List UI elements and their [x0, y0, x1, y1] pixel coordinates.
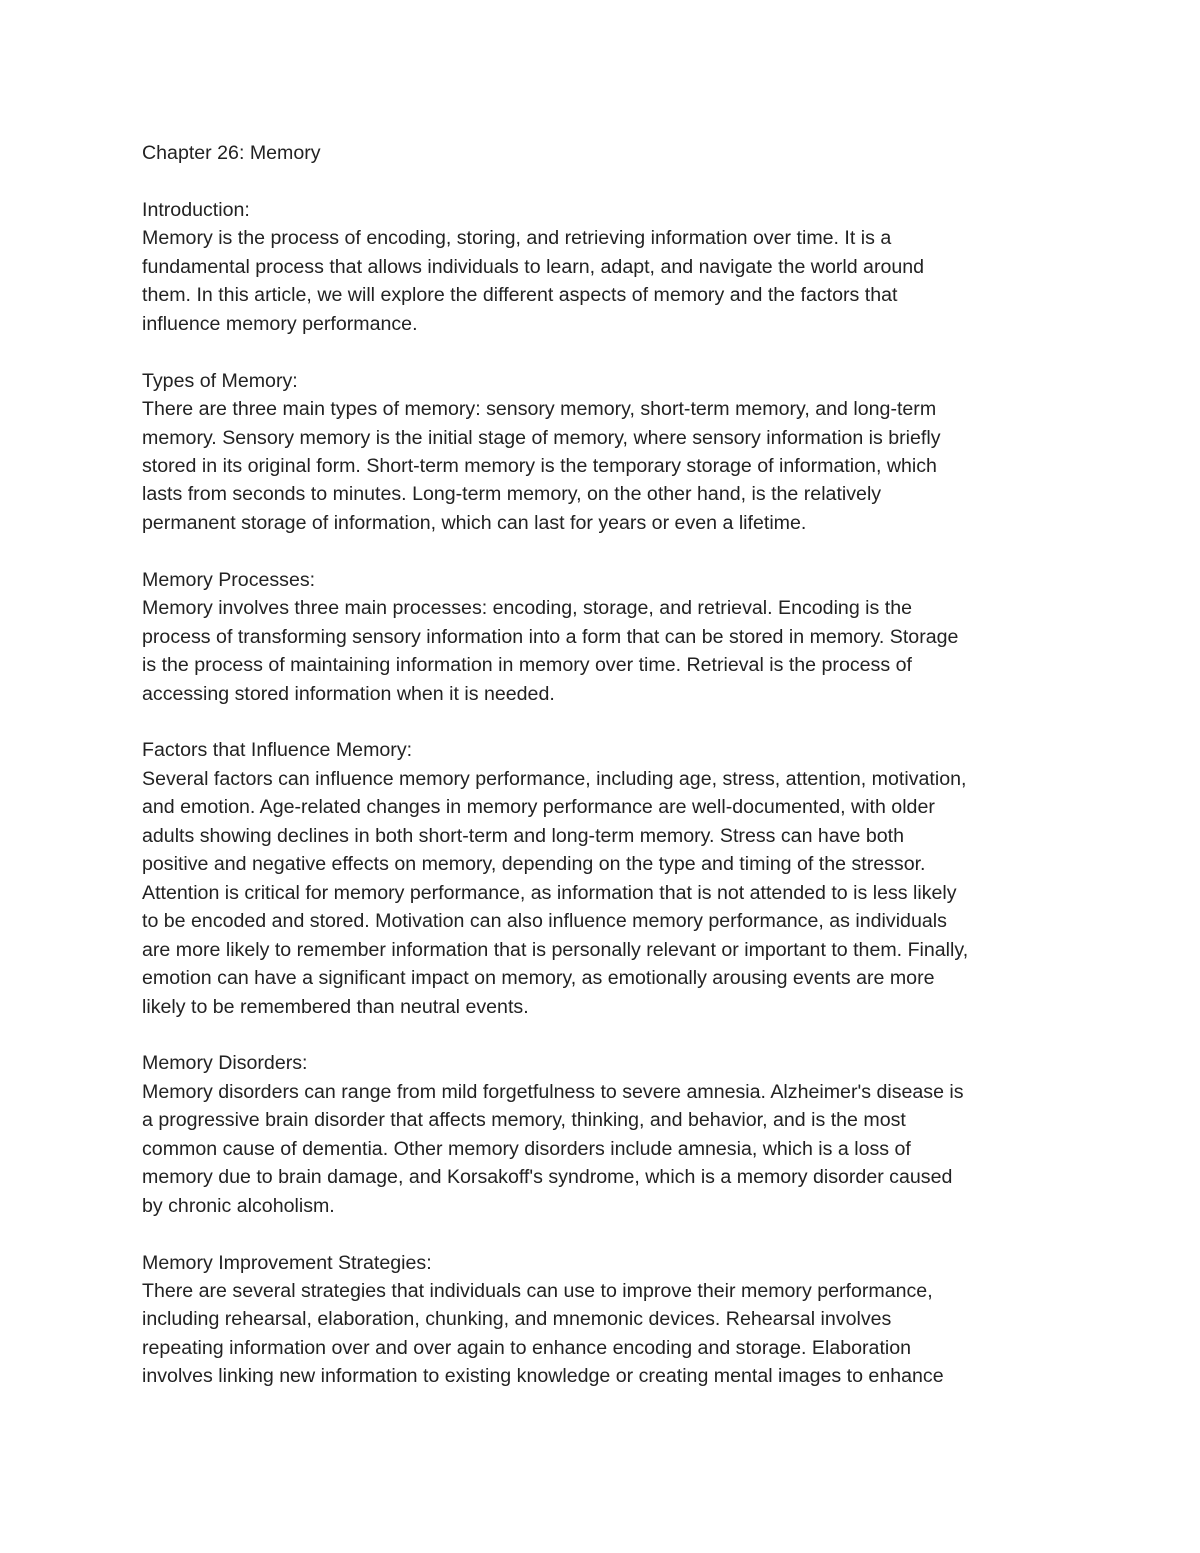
paragraph-line: Memory involves three main processes: encoding, storage, and retrieval. Encoding is the — [142, 597, 912, 620]
document-section — [142, 566, 1072, 708]
paragraph-line: positive and negative effects on memory, depending on the type and timing of the stressor. — [142, 853, 926, 876]
document-section — [142, 196, 1072, 338]
paragraph-line: are more likely to remember information that is personally relevant or important to them. Finally, — [142, 938, 969, 961]
paragraph-line: memory. Sensory memory is the initial stage of memory, where sensory information is briefly — [142, 426, 941, 449]
section-heading: Factors that Influence Memory: — [142, 739, 413, 762]
paragraph-line: Memory disorders can range from mild forgetfulness to severe amnesia. Alzheimer's disease is — [142, 1080, 964, 1103]
paragraph-line: involves linking new information to existing knowledge or creating mental images to enhance — [142, 1365, 944, 1388]
paragraph-line: a progressive brain disorder that affects memory, thinking, and behavior, and is the most — [142, 1109, 906, 1132]
paragraph-line: process of transforming sensory information into a form that can be stored in memory. Storage — [142, 625, 959, 648]
section-heading: Memory Improvement Strategies: — [142, 1251, 432, 1274]
paragraph-line: There are several strategies that individuals can use to improve their memory performance, — [142, 1280, 933, 1303]
paragraph-line: Memory is the process of encoding, storing, and retrieving information over time. It is a — [142, 227, 892, 250]
section-paragraph — [142, 395, 1072, 537]
document-section — [142, 367, 1072, 538]
paragraph-line: them. In this article, we will explore the different aspects of memory and the factors that — [142, 284, 898, 307]
document-section — [142, 736, 1072, 1021]
section-paragraph — [142, 765, 1072, 1021]
paragraph-line: adults showing declines in both short-term and long-term memory. Stress can have both — [142, 824, 904, 847]
section-paragraph — [142, 1277, 1072, 1391]
paragraph-line: including rehearsal, elaboration, chunking, and mnemonic devices. Rehearsal involves — [142, 1308, 892, 1331]
paragraph-line: likely to be remembered than neutral events. — [142, 995, 529, 1018]
paragraph-line: emotion can have a significant impact on memory, as emotionally arousing events are more — [142, 967, 935, 990]
document-section — [142, 1049, 1072, 1220]
paragraph-line: repeating information over and over again to enhance encoding and storage. Elaboration — [142, 1336, 912, 1359]
document-sections — [142, 196, 1072, 1391]
document-title: Chapter 26: Memory — [142, 142, 321, 164]
document-section — [142, 1249, 1072, 1391]
section-paragraph — [142, 224, 1072, 338]
paragraph-line: Several factors can influence memory performance, including age, stress, attention, motivation, — [142, 767, 967, 790]
title-spacer — [142, 167, 1072, 195]
paragraph-line: stored in its original form. Short-term memory is the temporary storage of information, which — [142, 454, 937, 477]
paragraph-line: Attention is critical for memory performance, as information that is not attended to is less likely — [142, 881, 957, 904]
paragraph-line: is the process of maintaining information in memory over time. Retrieval is the process of — [142, 654, 912, 677]
paragraph-line: accessing stored information when it is needed. — [142, 682, 555, 705]
document-body — [142, 139, 1072, 1391]
paragraph-line: to be encoded and stored. Motivation can also influence memory performance, as individuals — [142, 910, 947, 933]
paragraph-line: There are three main types of memory: sensory memory, short-term memory, and long-term — [142, 398, 937, 421]
paragraph-line: by chronic alcoholism. — [142, 1194, 335, 1217]
paragraph-line: fundamental process that allows individuals to learn, adapt, and navigate the world around — [142, 255, 925, 278]
paragraph-line: influence memory performance. — [142, 312, 418, 335]
paragraph-line: common cause of dementia. Other memory disorders include amnesia, which is a loss of — [142, 1137, 911, 1160]
section-heading: Introduction: — [142, 198, 250, 221]
paragraph-line: permanent storage of information, which can last for years or even a lifetime. — [142, 511, 807, 534]
section-paragraph — [142, 594, 1072, 708]
section-heading: Types of Memory: — [142, 369, 298, 392]
paragraph-line: lasts from seconds to minutes. Long-term memory, on the other hand, is the relatively — [142, 483, 882, 506]
section-paragraph — [142, 1078, 1072, 1220]
paragraph-line: and emotion. Age-related changes in memory performance are well-documented, with older — [142, 796, 935, 819]
section-heading: Memory Disorders: — [142, 1052, 308, 1075]
section-heading: Memory Processes: — [142, 568, 316, 591]
paragraph-line: memory due to brain damage, and Korsakoff's syndrome, which is a memory disorder caused — [142, 1166, 953, 1189]
